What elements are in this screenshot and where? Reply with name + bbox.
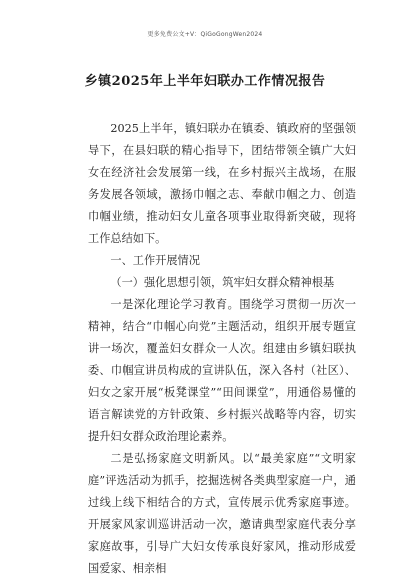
subsection-heading: （一）强化思想引领，筑牢妇女群众精神根基 xyxy=(110,276,335,289)
header-note: 更多免费公文+V：QiGoGongWen2024 xyxy=(147,31,263,38)
intro-paragraph: 2025上半年，镇妇联办在镇委、镇政府的坚强领导下，在县妇联的精心指导下，团结带领全镇广大妇女在经济社会发展第一线，在乡村振兴主战场，在服务发展各领域，激扬巾帼之志、奉献巾帼之力、创造巾帼业绩，推动妇女儿童各项事业取得新突破，现将工作总结如下。 xyxy=(88,122,356,245)
section-heading: 一、工作开展情况 xyxy=(110,254,200,267)
document-title: 乡镇2025年上半年妇联办工作情况报告 xyxy=(84,74,326,89)
point-one-paragraph: 一是深化理论学习教育。围绕学习贯彻一历次一精神，结合“巾帼心向党”主题活动，组织开展专题宣讲一场次，覆盖妇女群众一人次。组建由乡镇妇联执委、巾帼宣讲员构成的宣讲队伍，深入各村（社区）、妇女之家开展“板凳课堂”“田间课堂”，用通俗易懂的语言解读党的方针政策、乡村振兴战略等内容，切实提升妇女群众政治理论素养。 xyxy=(88,298,356,443)
point-two-paragraph: 二是弘扬家庭文明新风。以“最美家庭”“文明家庭”评选活动为抓手，挖掘选树各类典型家庭一户，通过线上线下相结合的方式，宣传展示优秀家庭事迹。开展家风家训巡讲活动一次，邀请典型家庭代表分享家庭故事，引导广大妇女传承良好家风，推动形成爱国爱家、相亲相 xyxy=(88,452,356,575)
document-body xyxy=(88,118,356,580)
